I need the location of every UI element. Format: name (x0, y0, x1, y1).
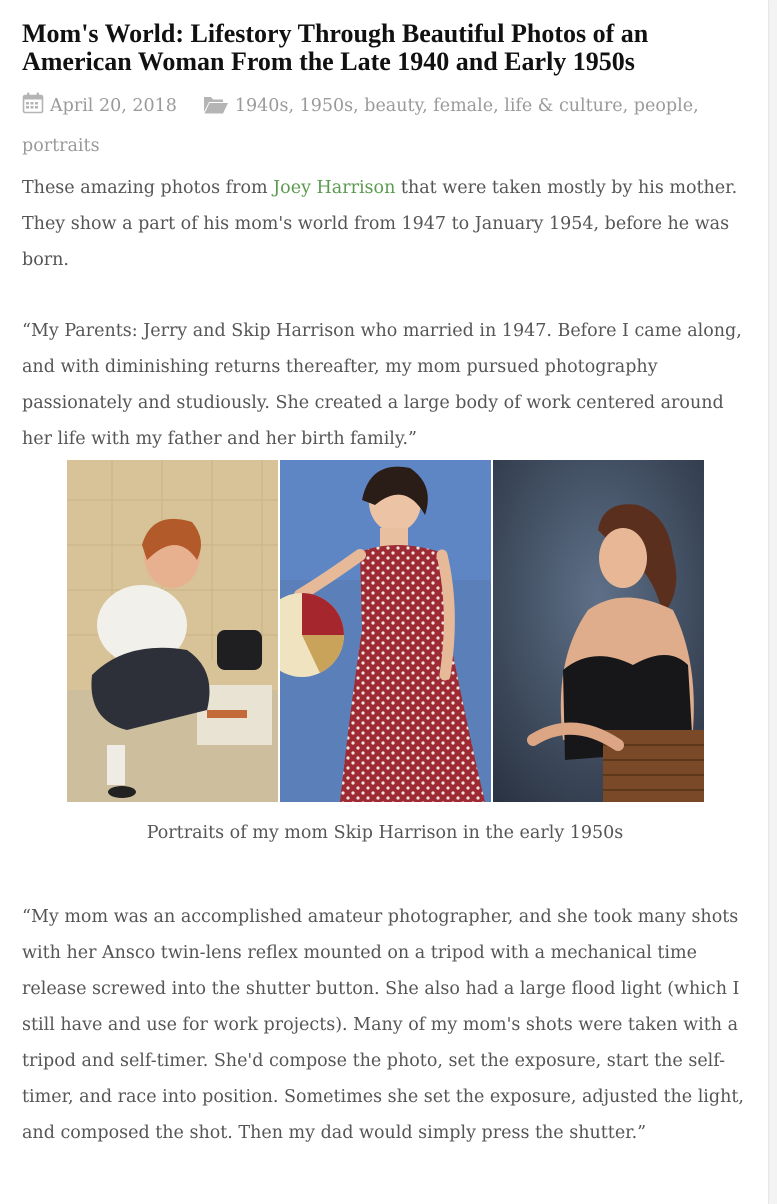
post-date[interactable]: April 20, 2018 (50, 96, 177, 116)
quote-paragraph-photographer: “My mom was an accomplished amateur photographer, and she took many shots with her Ansco twin-lens reflex mounted on a tripod with a mechanical time release screwed into the shutter button. She also had a large flood light (which I still have and use for work projects). Many of my mom's shots were taken with a tripod and self-timer. She'd compose the photo, set the exposure, start the self-timer, and race into position. Sometimes she set the exposure, adjusted the light, and composed the shot. Then my dad would simply press the shutter.” (22, 907, 744, 1143)
category-link-portraits[interactable]: portraits (22, 136, 100, 156)
post-meta (22, 88, 752, 164)
portrait-collage (67, 460, 705, 802)
article-title[interactable] (22, 20, 752, 76)
category-link-beauty[interactable]: beauty (364, 96, 423, 116)
portrait-photo-crouching[interactable] (67, 460, 278, 802)
portrait-photo-polka-dot-dress[interactable] (280, 460, 491, 802)
article-title-line-1[interactable]: Mom's World: Lifestory Through Beautiful Photos of an (22, 19, 649, 48)
portrait-photo-strapless-dress[interactable] (493, 460, 704, 802)
category-link-people[interactable]: people (633, 96, 694, 116)
collage-caption: Portraits of my mom Skip Harrison in the early 1950s (146, 823, 624, 843)
category-list: 1940s, 1950s, beauty, female, life & culture, people, portraits (22, 96, 699, 156)
category-link-1940s[interactable]: 1940s (234, 96, 289, 116)
calendar-icon (22, 91, 44, 127)
folder-open-icon (203, 92, 229, 128)
intro-paragraph: These amazing photos from Joey Harrison that were taken mostly by his mother. They show a part of his mom's world from 1947 to January 1954, before he was born. (22, 178, 738, 270)
category-link-1950s[interactable]: 1950s (299, 96, 354, 116)
category-link-female[interactable]: female (433, 96, 494, 116)
quote-paragraph-parents: “My Parents: Jerry and Skip Harrison who married in 1947. Before I came along, and with diminishing returns thereafter, my mom pursued photography passionately and studiously. She created a large body of work centered around her life with my father and her birth family.” (22, 321, 742, 449)
article-title-line-2[interactable]: American Woman From the Late 1940 and Early 1950s (22, 47, 635, 76)
category-link-life-culture[interactable]: life & culture (504, 96, 623, 116)
joey-harrison-link[interactable]: Joey Harrison (273, 178, 396, 198)
page-scroll-edge (770, 0, 777, 1204)
